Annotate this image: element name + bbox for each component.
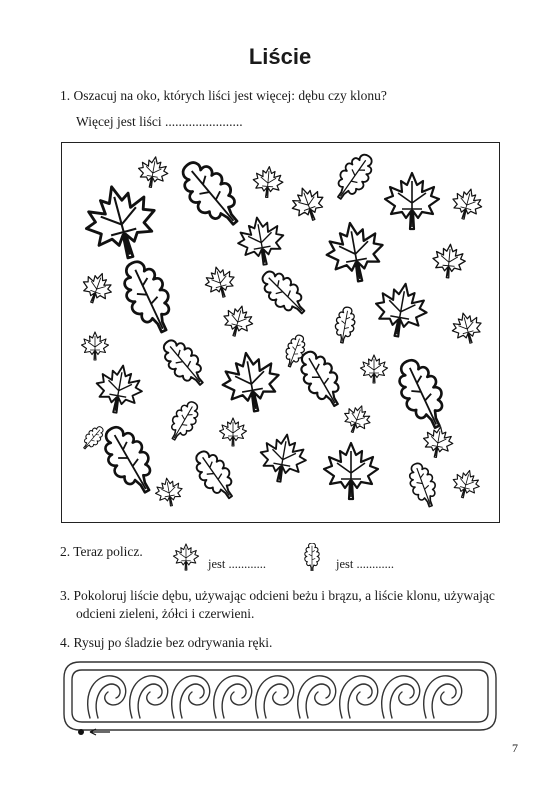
- maple-leaf-14: [202, 263, 239, 300]
- trace-loop-6: [298, 676, 336, 718]
- trace-loop-7: [340, 676, 378, 718]
- oak-leaf-27: [390, 354, 454, 435]
- trace-loop-1: [88, 676, 126, 718]
- leaf-picture: [61, 142, 500, 523]
- maple-leaf-1: [136, 154, 171, 189]
- maple-leaf-19: [82, 332, 109, 360]
- oak-leaf-15: [255, 264, 313, 322]
- maple-leaf-10: [322, 218, 388, 286]
- trace-loop-4: [214, 676, 252, 718]
- page-number: 7: [512, 741, 518, 755]
- task3-line1: 3. Pokoloruj liście dębu, używając odcieni beżu i brązu, a liście klonu, używając: [60, 588, 495, 603]
- trace-outer-lane: [64, 662, 496, 730]
- maple-leaf-23: [92, 362, 145, 417]
- maple-leaf-24: [218, 348, 284, 416]
- maple-leaf-8: [449, 185, 486, 222]
- oak-leaf-13: [115, 255, 182, 339]
- trace-loop-inner-3: [180, 684, 204, 718]
- maple-leaf-36: [421, 424, 456, 459]
- oak-leaf-16: [333, 306, 357, 345]
- oak-leaf-32: [95, 420, 163, 501]
- maple-leaf-17: [371, 279, 431, 340]
- trace-loop-inner-9: [432, 684, 456, 718]
- maple-leaf-7: [385, 173, 439, 229]
- oak-leaf-28: [164, 397, 204, 444]
- trace-loop-5: [256, 676, 294, 718]
- maple-leaf-29: [220, 418, 247, 446]
- task1-prompt: 1. Oszacuj na oko, których liści jest więcej: dębu czy klonu?: [60, 88, 387, 103]
- task2-prompt: 2. Teraz policz.: [60, 544, 143, 559]
- oak-leaf-37: [404, 460, 441, 510]
- maple-leaf-5: [287, 183, 329, 226]
- maple-count-line: jest ............: [336, 557, 394, 571]
- trace-loop-inner-2: [138, 684, 162, 718]
- maple-leaf-34: [256, 431, 309, 486]
- trace-loop-inner-4: [222, 684, 246, 718]
- trace-loop-8: [382, 676, 420, 718]
- trace-loop-3: [172, 676, 210, 718]
- oak-leaf-3: [172, 153, 250, 235]
- oak-leaf-icon: [172, 543, 200, 571]
- task4-prompt: 4. Rysuj po śladzie bez odrywania ręki.: [60, 635, 273, 650]
- maple-leaf-39: [449, 467, 482, 501]
- trace-loop-inner-5: [264, 684, 288, 718]
- leaf-field: [62, 143, 500, 523]
- trace-loop-9: [424, 676, 462, 718]
- maple-leaf-2: [78, 178, 165, 266]
- oak-leaf-31: [79, 423, 107, 453]
- maple-leaf-30: [340, 401, 375, 437]
- task3-line2: odcieni zieleni, żółci i czerwieni.: [76, 606, 255, 621]
- oak-count-line: jest ............: [208, 557, 266, 571]
- trace-loop-2: [130, 676, 168, 718]
- maple-leaf-9: [234, 214, 287, 269]
- trace-loop-inner-1: [96, 684, 120, 718]
- maple-leaf-35: [324, 443, 378, 499]
- maple-leaf-38: [153, 476, 184, 508]
- task1-answer-line: Więcej jest liści .......................: [76, 114, 243, 129]
- maple-leaf-20: [220, 302, 257, 339]
- trace-loop-inner-7: [348, 684, 372, 718]
- maple-leaf-12: [78, 268, 116, 307]
- maple-leaf-18: [449, 309, 486, 346]
- maple-leaf-icon: [298, 543, 326, 571]
- oak-leaf-33: [188, 445, 242, 505]
- oak-leaf-22: [156, 333, 212, 392]
- trace-loop-inner-6: [306, 684, 330, 718]
- maple-leaf-4: [252, 165, 284, 198]
- page-title: Liście: [248, 44, 312, 69]
- oak-leaf-6: [329, 149, 380, 206]
- trace-loop-inner-8: [390, 684, 414, 718]
- trace-start-dot: [78, 729, 84, 735]
- maple-leaf-11: [431, 243, 466, 279]
- maple-leaf-26: [361, 355, 388, 383]
- tracing-path: [60, 652, 500, 742]
